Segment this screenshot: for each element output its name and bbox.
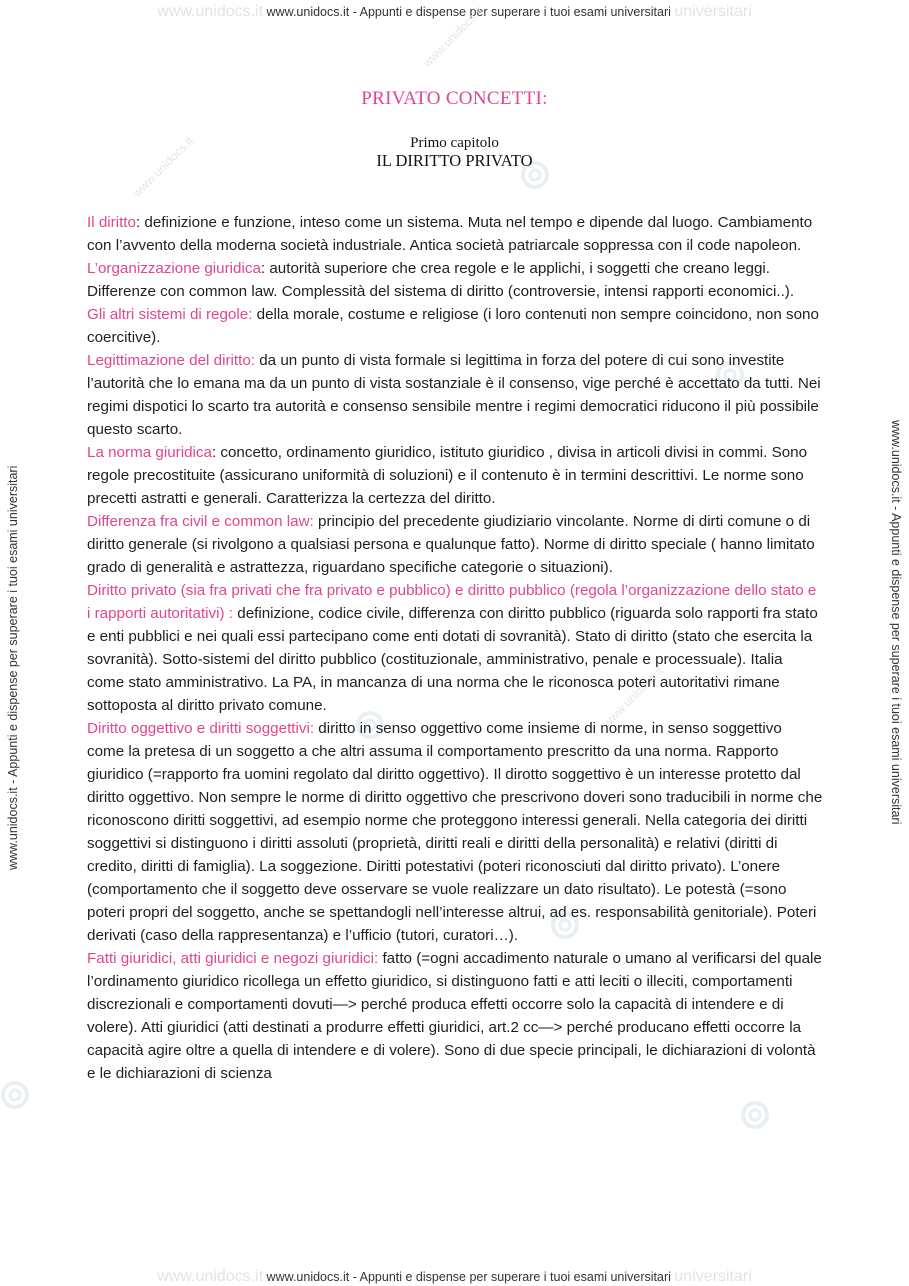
paragraph-body: : definizione e funzione, inteso come un sistema. Muta nel tempo e dipende dal luogo. Cambiamento con l’avvento della moderna società industriale. Antica società patriarcale soppressa con il code napoleon.: [87, 214, 813, 254]
paragraph-term: Il diritto: [87, 214, 136, 231]
paragraph: [87, 947, 823, 1085]
paragraph: [87, 441, 823, 510]
unidocs-logo-icon: [740, 1100, 770, 1130]
header-ghost-left: www.unidocs.it: [157, 3, 264, 20]
paragraph-body: della morale, costume e religiose (i loro contenuti non sempre coincidono, non sono coercitive).: [87, 306, 819, 346]
footer-watermark-text: www.unidocs.it - Appunti e dispense per superare i tuoi esami universitari: [266, 1270, 671, 1284]
paragraph-body: da un punto di vista formale si legittima in forza del potere di cui sono investite l’autorità che lo emana ma da un punto di vista sostanziale è il consenso, vige perché è accettato da tutti. Nei regimi dispotici lo scarto tra autorità e consenso sensibile mentre i regimi democratici riducono il più possibile questo scarto.: [87, 352, 821, 438]
paragraph-term: Legittimazione del diritto:: [87, 352, 255, 369]
paragraph-term: La norma giuridica: [87, 444, 212, 461]
header-ghost-right: universitari: [674, 3, 752, 20]
footer-ghost-left: www.unidocs.it: [157, 1268, 264, 1285]
paragraph-body: : autorità superiore che crea regole e le applichi, i soggetti che creano leggi. Differenze con common law. Complessità del sistema di diritto (controversie, intensi rapporti economici..).: [87, 260, 795, 300]
paragraph-term: Diritto privato (sia fra privati che fra privato e pubblico) e diritto pubblico (regola l’organizzazione dello stato e i rapporti autoritativi) :: [87, 582, 817, 622]
paragraph-body: principio del precedente giudiziario vincolante. Norme di dirti comune o di diritto generale (si rivolgono a qualsiasi persona e qualunque fatto). Norme di diritto speciale ( hanno limitato grado di generalità e astrattezza, riguardano specifiche categorie o situazioni).: [87, 513, 815, 576]
paragraph: [87, 303, 823, 349]
paragraph-term: Gli altri sistemi di regole:: [87, 306, 253, 323]
paragraph: [87, 510, 823, 579]
footer-watermark: [0, 1268, 909, 1286]
paragraph-term: L’organizzazione giuridica: [87, 260, 261, 277]
footer-ghost-right: universitari: [674, 1268, 752, 1285]
paragraph: [87, 717, 823, 947]
paragraph-term: Diritto oggettivo e diritti soggettivi:: [87, 720, 315, 737]
chapter-title: IL DIRITTO PRIVATO: [376, 151, 533, 170]
paragraph-body: fatto (=ogni accadimento naturale o umano al verificarsi del quale l’ordinamento giuridico ricollega un effetto giuridico, si distinguono fatti e atti leciti o illeciti, comportamenti discrezionali e comportamenti dovuti—> perché produca effetti occorre solo la capacità di intendere e di volere). Atti giuridici (atti destinati a produrre effetti giuridici, art.2 cc—> perché producano effetti occorre la capacità agire oltre a quella di intendere e di volere). Sono di due specie principali, le dichiarazioni di volontà e le dichiarazioni di scienza: [87, 950, 822, 1082]
paragraph: [87, 349, 823, 441]
diagonal-watermark: www.unidocs.it: [600, 663, 667, 730]
paragraph-body: : concetto, ordinamento giuridico, istituto giuridico , divisa in articoli divisi in commi. Sono regole precostituite (assicurano uniformità di soluzioni) e il contenuto è in termini descrittivi. Le norme sono precetti astratti e generali. Caratterizza la certezza del diritto.: [87, 444, 808, 507]
unidocs-logo-icon: [0, 1080, 30, 1110]
diagonal-watermark: www.unidocs.it: [420, 3, 487, 70]
paragraph: [87, 257, 823, 303]
left-side-watermark: www.unidocs.it - Appunti e dispense per superare i tuoi esami universitari: [6, 465, 20, 870]
right-side-watermark: www.unidocs.it - Appunti e dispense per superare i tuoi esami universitari: [889, 420, 903, 825]
header-watermark: [0, 3, 909, 21]
diagonal-watermark: www.unidocs.it: [130, 133, 197, 200]
paragraph-body: definizione, codice civile, differenza con diritto pubblico (riguarda solo rapporti fra stato e enti pubblici e nei quali essi partecipano come enti dotati di sovranità). Stato di diritto (stato che esercita la sovranità). Sotto-sistemi del diritto pubblico (costituzionale, amministrativo, penale e processuale). Italia come stato amministrativo. La PA, in mancanza di una norma che le riconosca poteri autoritativi rimane sottoposta al diritto privato comune.: [87, 605, 818, 714]
paragraph: [87, 211, 823, 257]
paragraph-term: Fatti giuridici, atti giuridici e negozi giuridici:: [87, 950, 379, 967]
document-title: PRIVATO CONCETTI:: [361, 88, 548, 109]
paragraph-body: diritto in senso oggettivo come insieme di norme, in senso soggettivo come la pretesa di un soggetto a che altri assuma il comportamento prescritto da una norma. Rapporto giuridico (=rapporto fra uomini regolato dal diritto oggettivo). Il dirotto soggettivo è un interesse protetto dal diritto oggettivo. Non sempre le norme di diritto oggettivo che prescrivono doveri sono traducibili in norme che riconoscono diritti soggettivi, ad esempio norme che proteggono interessi generali. Nella categoria dei diritti soggettivi si distinguono i diritti assoluti (proprietà, diritti reali e diritti della personalità) e relativi (diritti di credito, diritti di famiglia). La soggezione. Diritti potestativi (poteri riconosciuti dal diritto privato). L’onere (comportamento che il soggetto deve osservare se vuole realizzare un dato risultato). Le potestà (=sono poteri propri del soggetto, anche se spettandogli nell’interesse altrui, ad es. responsabilità genitoriale). Poteri derivati (caso della rappresentanza) e l’ufficio (tutori, curatori…).: [87, 720, 823, 944]
document-body: [87, 211, 823, 1085]
chapter-label: Primo capitolo: [410, 135, 499, 151]
header-watermark-text: www.unidocs.it - Appunti e dispense per superare i tuoi esami universitari: [266, 5, 671, 19]
chapter-heading: [0, 134, 909, 170]
paragraph-term: Differenza fra civil e common law:: [87, 513, 314, 530]
paragraph: [87, 579, 823, 717]
